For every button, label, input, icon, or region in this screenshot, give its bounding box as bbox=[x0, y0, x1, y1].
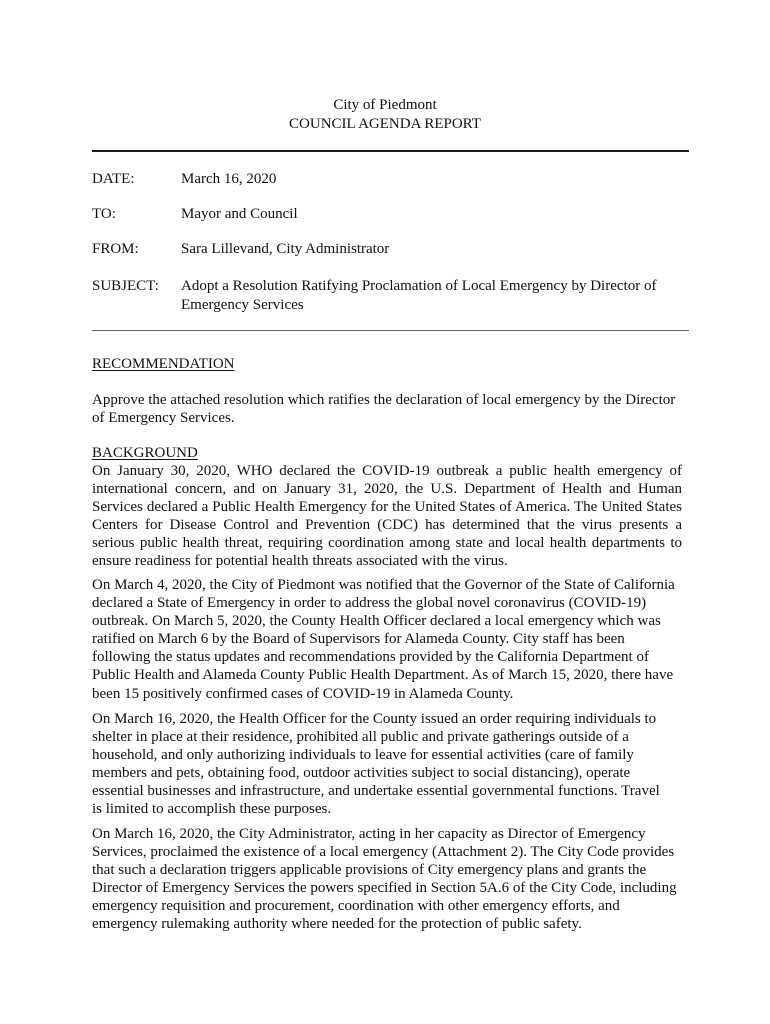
background-paragraph-3: On March 16, 2020, the Health Officer for the County issued an order requiring individuals to shelter in place at their residence, prohibited all public and private gatherings outside of a household, and only authorizing individuals to leave for essential activities (care of family members and pets, obtaining food, outdoor activities subject to social distancing), operate essential businesses and infrastructure, and undertake essential governmental functions. Travel is limited to accomplish these purposes. bbox=[92, 711, 660, 818]
from-label: FROM: bbox=[92, 241, 139, 257]
recommendation-text: Approve the attached resolution which ratifies the declaration of local emergency by the Director of Emergency Services. bbox=[92, 392, 676, 427]
date-label: DATE: bbox=[92, 171, 135, 187]
report-title: COUNCIL AGENDA REPORT bbox=[289, 116, 481, 132]
date-value: March 16, 2020 bbox=[181, 171, 277, 187]
memo-divider bbox=[92, 330, 689, 331]
background-paragraph-2: On March 4, 2020, the City of Piedmont was notified that the Governor of the State of California declared a State of Emergency in order to address the global novel coronavirus (COVID-19) outbreak. On March 5, 2020, the County Health Officer declared a local emergency which was ratified on March 6 by the Board of Supervisors for Alameda County. City staff has been following the status updates and recommendations provided by the California Department of Public Health and Alameda County Public Health Department. As of March 15, 2020, there have been 15 positively confirmed cases of COVID-19 in Alameda County. bbox=[92, 577, 675, 702]
from-value: Sara Lillevand, City Administrator bbox=[181, 241, 390, 257]
city-name: City of Piedmont bbox=[333, 97, 437, 113]
background-heading: BACKGROUND bbox=[92, 445, 198, 461]
recommendation-heading: RECOMMENDATION bbox=[92, 356, 235, 372]
subject-label: SUBJECT: bbox=[92, 278, 159, 294]
to-label: TO: bbox=[92, 206, 116, 222]
background-paragraph-1: On January 30, 2020, WHO declared the COVID-19 outbreak a public health emergency of international concern, and on January 31, 2020, the U.S. Department of Health and Human Services declared a Public Health Emergency for the United States of America. The United States Centers for Disease Control and Prevention (CDC) has determined that the virus presents a serious public health threat, requiring coordination among state and local health departments to ensure readiness for potential health threats associated with the virus. bbox=[92, 463, 682, 570]
to-value: Mayor and Council bbox=[181, 206, 298, 222]
header-divider bbox=[92, 150, 689, 152]
subject-value: Adopt a Resolution Ratifying Proclamation of Local Emergency by Director of Emergency Services bbox=[181, 278, 657, 313]
report-header bbox=[0, 96, 770, 134]
background-paragraph-4: On March 16, 2020, the City Administrator, acting in her capacity as Director of Emergency Services, proclaimed the existence of a local emergency (Attachment 2). The City Code provides that such a declaration triggers applicable provisions of City emergency plans and grants the Director of Emergency Services the powers specified in Section 5A.6 of the City Code, including emergency requisition and procurement, coordination with other emergency efforts, and emergency rulemaking authority where needed for the protection of public safety. bbox=[92, 826, 677, 933]
